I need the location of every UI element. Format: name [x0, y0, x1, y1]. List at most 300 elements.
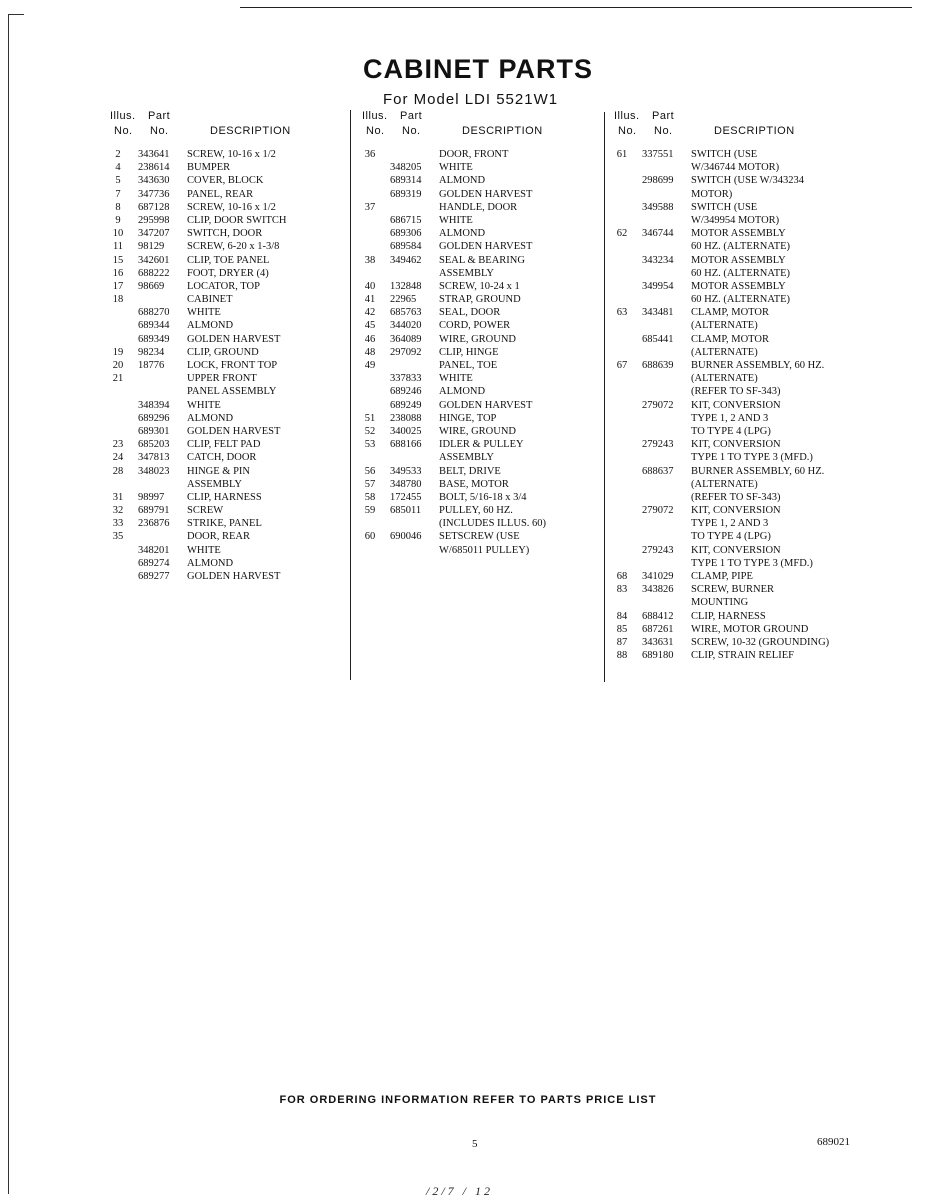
part-description: SEAL & BEARING — [439, 254, 525, 266]
part-description: MOTOR) — [691, 188, 733, 200]
illus-number: 42 — [364, 307, 376, 319]
ordering-info-footer: FOR ORDERING INFORMATION REFER TO PARTS PRICE LIST — [279, 1094, 657, 1106]
part-description: PANEL, REAR — [187, 188, 254, 200]
illus-number: 48 — [364, 346, 376, 358]
part-description: ALMOND — [187, 412, 234, 424]
header-illus: Illus. — [362, 110, 388, 122]
part-number: 238088 — [390, 412, 422, 424]
parts-row — [614, 372, 854, 385]
part-description: MOUNTING — [691, 597, 749, 609]
illus-number: 53 — [364, 439, 376, 451]
part-number: 689344 — [138, 320, 170, 332]
parts-row — [614, 188, 854, 201]
illus-number: 16 — [112, 267, 124, 279]
parts-row — [614, 425, 854, 438]
parts-row — [614, 293, 854, 306]
part-number: 347207 — [138, 228, 170, 240]
parts-row — [362, 346, 602, 359]
parts-row — [614, 161, 854, 174]
parts-row — [614, 359, 854, 372]
part-description: STRAP, GROUND — [439, 294, 521, 306]
part-number: 688412 — [642, 610, 674, 622]
column-header — [110, 108, 350, 142]
part-number: 238614 — [138, 162, 170, 174]
parts-row — [362, 517, 602, 530]
part-number: 347813 — [138, 452, 170, 464]
illus-number: 57 — [364, 478, 376, 490]
part-number: 689296 — [138, 412, 170, 424]
illus-number: 60 — [364, 531, 376, 543]
parts-row — [614, 333, 854, 346]
part-description: (ALTERNATE) — [691, 478, 758, 490]
parts-row — [110, 465, 350, 478]
part-description: UPPER FRONT — [187, 373, 257, 385]
parts-row — [362, 188, 602, 201]
part-description: CLIP, HINGE — [439, 346, 499, 358]
illus-number: 18 — [112, 294, 124, 306]
part-description: KIT, CONVERSION — [691, 399, 781, 411]
part-description: 60 HZ. (ALTERNATE) — [691, 294, 791, 306]
part-description: SCREW, 10-16 x 1/2 — [187, 149, 276, 160]
part-number: 349588 — [642, 201, 674, 213]
part-number: 348394 — [138, 399, 170, 411]
parts-row — [614, 214, 854, 227]
part-number: 687261 — [642, 623, 674, 635]
parts-row — [110, 346, 350, 359]
parts-rows — [362, 148, 602, 557]
part-number: 688222 — [138, 267, 170, 279]
part-description: LOCK, FRONT TOP — [187, 360, 278, 371]
part-description: BURNER ASSEMBLY, 60 HZ. — [691, 360, 825, 371]
part-description: KIT, CONVERSION — [691, 439, 781, 451]
illus-number: 33 — [112, 518, 124, 530]
parts-row — [110, 530, 350, 543]
part-number: 348201 — [138, 544, 170, 556]
part-description: CABINET — [187, 294, 233, 306]
parts-row — [110, 293, 350, 306]
parts-row — [110, 280, 350, 293]
part-number: 688270 — [138, 307, 170, 319]
part-description: IDLER & PULLEY — [439, 439, 524, 451]
parts-row — [110, 491, 350, 504]
part-description: TYPE 1 TO TYPE 3 (MFD.) — [691, 452, 813, 464]
illus-number: 61 — [616, 149, 628, 160]
parts-rows — [110, 148, 350, 583]
part-description: KIT, CONVERSION — [691, 505, 781, 517]
part-description: ALMOND — [439, 175, 486, 187]
illus-number: 38 — [364, 254, 376, 266]
parts-row — [110, 385, 350, 398]
part-description: SCREW, 10-24 x 1 — [439, 280, 520, 292]
part-number: 344020 — [390, 320, 422, 332]
parts-row — [362, 544, 602, 557]
part-number: 341029 — [642, 571, 674, 582]
parts-row — [110, 306, 350, 319]
illus-number: 8 — [115, 201, 121, 213]
parts-row — [362, 425, 602, 438]
page-number: 5 — [472, 1138, 478, 1150]
header-part-no: No. — [402, 125, 421, 137]
part-description: SETSCREW (USE — [439, 531, 520, 543]
parts-row — [362, 438, 602, 451]
illus-number: 21 — [112, 373, 124, 385]
illus-number: 87 — [616, 636, 628, 648]
part-description: GOLDEN HARVEST — [187, 425, 281, 437]
illus-number: 59 — [364, 505, 376, 517]
part-number: 342601 — [138, 254, 170, 266]
part-number: 279072 — [642, 399, 674, 411]
parts-row — [614, 267, 854, 280]
parts-row — [110, 319, 350, 332]
parts-row — [110, 254, 350, 267]
part-number: 22965 — [390, 294, 417, 306]
header-description: DESCRIPTION — [462, 125, 543, 137]
part-description: (ALTERNATE) — [691, 320, 758, 332]
part-description: CLAMP, PIPE — [691, 571, 753, 582]
part-number: 343481 — [642, 307, 674, 319]
part-description: COVER, BLOCK — [187, 175, 264, 187]
parts-row — [614, 451, 854, 464]
header-description: DESCRIPTION — [210, 125, 291, 137]
parts-row — [614, 412, 854, 425]
part-description: WHITE — [187, 544, 221, 556]
parts-row — [110, 372, 350, 385]
parts-row — [110, 174, 350, 187]
part-description: ALMOND — [187, 320, 234, 332]
part-description: W/349954 MOTOR) — [691, 214, 780, 226]
parts-row — [362, 201, 602, 214]
parts-row — [614, 280, 854, 293]
part-number: 172455 — [390, 491, 422, 503]
part-number: 349462 — [390, 254, 422, 266]
parts-row — [110, 161, 350, 174]
illus-number: 67 — [616, 360, 628, 371]
part-description: W/685011 PULLEY) — [439, 544, 530, 556]
part-description: ASSEMBLY — [439, 452, 494, 464]
illus-number: 40 — [364, 280, 376, 292]
parts-row — [614, 478, 854, 491]
parts-row — [362, 214, 602, 227]
part-number: 279072 — [642, 505, 674, 517]
part-number: 337551 — [642, 149, 674, 160]
part-description: KIT, CONVERSION — [691, 544, 781, 556]
header-part: Part — [400, 110, 423, 122]
part-description: PANEL ASSEMBLY — [187, 386, 277, 398]
part-description: TO TYPE 4 (LPG) — [691, 531, 771, 543]
parts-row — [110, 214, 350, 227]
part-description: WHITE — [439, 214, 473, 226]
parts-row — [362, 280, 602, 293]
part-number: 689306 — [390, 228, 422, 240]
part-description: 60 HZ. (ALTERNATE) — [691, 241, 791, 253]
parts-row — [110, 478, 350, 491]
parts-row — [614, 636, 854, 649]
part-number: 236876 — [138, 518, 170, 530]
illus-number: 46 — [364, 333, 376, 345]
part-number: 343234 — [642, 254, 674, 266]
parts-row — [362, 372, 602, 385]
parts-row — [362, 267, 602, 280]
part-description: W/346744 MOTOR) — [691, 162, 780, 174]
part-description: CLAMP, MOTOR — [691, 307, 769, 319]
illus-number: 19 — [112, 346, 124, 358]
parts-column-1 — [110, 108, 350, 583]
part-description: CATCH, DOOR — [187, 452, 257, 464]
parts-row — [614, 240, 854, 253]
illus-number: 52 — [364, 425, 376, 437]
parts-row — [614, 385, 854, 398]
part-number: 688637 — [642, 465, 674, 477]
parts-row — [110, 570, 350, 583]
parts-row — [362, 412, 602, 425]
part-number: 689314 — [390, 175, 422, 187]
illus-number: 5 — [115, 175, 121, 187]
illus-number: 51 — [364, 412, 376, 424]
parts-column-3 — [614, 108, 854, 662]
part-description: ALMOND — [439, 386, 486, 398]
part-description: CLIP, HARNESS — [187, 491, 262, 503]
part-description: ASSEMBLY — [439, 267, 494, 279]
part-number: 343641 — [138, 149, 170, 160]
part-number: 689277 — [138, 571, 170, 582]
part-number: 297092 — [390, 346, 422, 358]
parts-row — [110, 412, 350, 425]
parts-row — [362, 465, 602, 478]
part-description: MOTOR ASSEMBLY — [691, 254, 786, 266]
illus-number: 36 — [364, 149, 376, 160]
part-number: 343631 — [642, 636, 674, 648]
part-description: CLIP, TOE PANEL — [187, 254, 270, 266]
illus-number: 84 — [616, 610, 628, 622]
part-number: 279243 — [642, 439, 674, 451]
parts-row — [614, 491, 854, 504]
column-header — [362, 108, 602, 142]
part-number: 689274 — [138, 557, 170, 569]
parts-row — [110, 399, 350, 412]
part-number: 689349 — [138, 333, 170, 345]
part-description: PULLEY, 60 HZ. — [439, 505, 513, 517]
parts-row — [110, 148, 350, 161]
parts-row — [110, 544, 350, 557]
parts-row — [362, 240, 602, 253]
part-number: 343826 — [642, 584, 674, 596]
parts-row — [110, 451, 350, 464]
part-number: 688639 — [642, 360, 674, 371]
parts-row — [614, 517, 854, 530]
part-description: CLAMP, MOTOR — [691, 333, 769, 345]
illus-number: 88 — [616, 650, 628, 662]
part-number: 18776 — [138, 360, 165, 371]
parts-row — [362, 148, 602, 161]
illus-number: 2 — [115, 149, 121, 160]
header-part-no: No. — [654, 125, 673, 137]
part-description: TYPE 1 TO TYPE 3 (MFD.) — [691, 557, 813, 569]
illus-number: 15 — [112, 254, 124, 266]
header-part: Part — [652, 110, 675, 122]
part-description: SWITCH (USE W/343234 — [691, 175, 804, 187]
part-number: 349533 — [390, 465, 422, 477]
part-description: 60 HZ. (ALTERNATE) — [691, 267, 791, 279]
part-number: 98669 — [138, 280, 165, 292]
part-number: 685763 — [390, 307, 422, 319]
part-description: BELT, DRIVE — [439, 465, 501, 477]
part-description: DOOR, FRONT — [439, 149, 509, 160]
header-description: DESCRIPTION — [714, 125, 795, 137]
parts-row — [110, 517, 350, 530]
parts-row — [110, 504, 350, 517]
part-description: CLIP, DOOR SWITCH — [187, 214, 287, 226]
parts-row — [362, 319, 602, 332]
parts-rows — [614, 148, 854, 662]
column-divider-2 — [604, 112, 605, 682]
parts-row — [362, 306, 602, 319]
illus-number: 31 — [112, 491, 124, 503]
part-number: 98234 — [138, 346, 165, 358]
part-description: HANDLE, DOOR — [439, 201, 518, 213]
parts-row — [110, 359, 350, 372]
parts-row — [614, 504, 854, 517]
part-description: WIRE, GROUND — [439, 425, 516, 437]
part-number: 295998 — [138, 214, 170, 226]
parts-row — [614, 438, 854, 451]
part-number: 688166 — [390, 439, 422, 451]
part-number: 348205 — [390, 162, 422, 174]
parts-row — [362, 227, 602, 240]
part-description: WIRE, GROUND — [439, 333, 516, 345]
parts-column-2 — [362, 108, 602, 557]
part-number: 298699 — [642, 175, 674, 187]
illus-number: 68 — [616, 571, 628, 582]
parts-row — [614, 570, 854, 583]
parts-row — [362, 254, 602, 267]
parts-row — [110, 267, 350, 280]
parts-row — [614, 530, 854, 543]
parts-row — [614, 623, 854, 636]
parts-row — [614, 201, 854, 214]
part-number: 687128 — [138, 201, 170, 213]
part-description: TO TYPE 4 (LPG) — [691, 425, 771, 437]
part-number: 337833 — [390, 373, 422, 385]
illus-number: 10 — [112, 228, 124, 240]
part-description: GOLDEN HARVEST — [439, 399, 533, 411]
parts-row — [362, 491, 602, 504]
part-description: PANEL, TOE — [439, 360, 498, 371]
part-description: (ALTERNATE) — [691, 373, 758, 385]
illus-number: 41 — [364, 294, 376, 306]
part-description: HINGE & PIN — [187, 465, 250, 477]
handwritten-note: /2/7 / 12 — [426, 1184, 494, 1198]
parts-row — [362, 385, 602, 398]
parts-row — [362, 399, 602, 412]
parts-row — [110, 201, 350, 214]
part-description: DOOR, REAR — [187, 531, 251, 543]
part-number: 340025 — [390, 425, 422, 437]
part-number: 279243 — [642, 544, 674, 556]
parts-row — [110, 425, 350, 438]
illus-number: 17 — [112, 280, 124, 292]
part-description: ALMOND — [187, 557, 234, 569]
illus-number: 37 — [364, 201, 376, 213]
parts-row — [362, 504, 602, 517]
parts-row — [362, 333, 602, 346]
part-description: WHITE — [187, 399, 221, 411]
part-number: 349954 — [642, 280, 674, 292]
parts-row — [362, 174, 602, 187]
document-number: 689021 — [817, 1136, 850, 1148]
column-header — [614, 108, 854, 142]
part-description: LOCATOR, TOP — [187, 280, 260, 292]
illus-number: 28 — [112, 465, 124, 477]
illus-number: 35 — [112, 531, 124, 543]
parts-row — [362, 478, 602, 491]
illus-number: 49 — [364, 360, 376, 371]
part-description: (INCLUDES ILLUS. 60) — [439, 518, 547, 530]
part-number: 689584 — [390, 241, 422, 253]
parts-row — [110, 438, 350, 451]
parts-row — [614, 465, 854, 478]
parts-row — [110, 240, 350, 253]
part-description: BASE, MOTOR — [439, 478, 509, 490]
illus-number: 56 — [364, 465, 376, 477]
parts-row — [614, 583, 854, 596]
part-description: SWITCH, DOOR — [187, 228, 263, 240]
part-description: GOLDEN HARVEST — [439, 188, 533, 200]
parts-row — [614, 399, 854, 412]
part-description: TYPE 1, 2 AND 3 — [691, 412, 769, 424]
left-border-line — [8, 14, 9, 1194]
illus-number: 20 — [112, 360, 124, 371]
header-illus-no: No. — [618, 125, 637, 137]
part-number: 690046 — [390, 531, 422, 543]
parts-row — [110, 227, 350, 240]
part-description: (REFER TO SF-343) — [691, 491, 781, 503]
parts-row — [614, 557, 854, 570]
parts-row — [614, 610, 854, 623]
part-description: TYPE 1, 2 AND 3 — [691, 518, 769, 530]
part-description: BURNER ASSEMBLY, 60 HZ. — [691, 465, 825, 477]
illus-number: 63 — [616, 307, 628, 319]
part-number: 685441 — [642, 333, 674, 345]
parts-row — [614, 649, 854, 662]
header-part: Part — [148, 110, 171, 122]
part-description: (ALTERNATE) — [691, 346, 758, 358]
part-description: MOTOR ASSEMBLY — [691, 280, 786, 292]
part-number: 685011 — [390, 505, 422, 517]
illus-number: 83 — [616, 584, 628, 596]
part-number: 343630 — [138, 175, 170, 187]
parts-row — [614, 306, 854, 319]
part-description: CLIP, GROUND — [187, 346, 259, 358]
illus-number: 24 — [112, 452, 124, 464]
corner-tick — [8, 14, 24, 15]
part-description: HINGE, TOP — [439, 412, 497, 424]
illus-number: 58 — [364, 491, 376, 503]
illus-number: 45 — [364, 320, 376, 332]
part-description: SCREW — [187, 505, 224, 517]
illus-number: 4 — [115, 162, 121, 174]
parts-row — [362, 451, 602, 464]
part-number: 348023 — [138, 465, 170, 477]
parts-row — [614, 319, 854, 332]
header-illus: Illus. — [614, 110, 640, 122]
part-number: 689791 — [138, 505, 170, 517]
part-description: MOTOR ASSEMBLY — [691, 228, 786, 240]
part-description: STRIKE, PANEL — [187, 518, 262, 530]
illus-number: 32 — [112, 505, 124, 517]
part-description: SCREW, 6-20 x 1-3/8 — [187, 241, 280, 253]
part-description: SWITCH (USE — [691, 149, 758, 160]
illus-number: 85 — [616, 623, 628, 635]
